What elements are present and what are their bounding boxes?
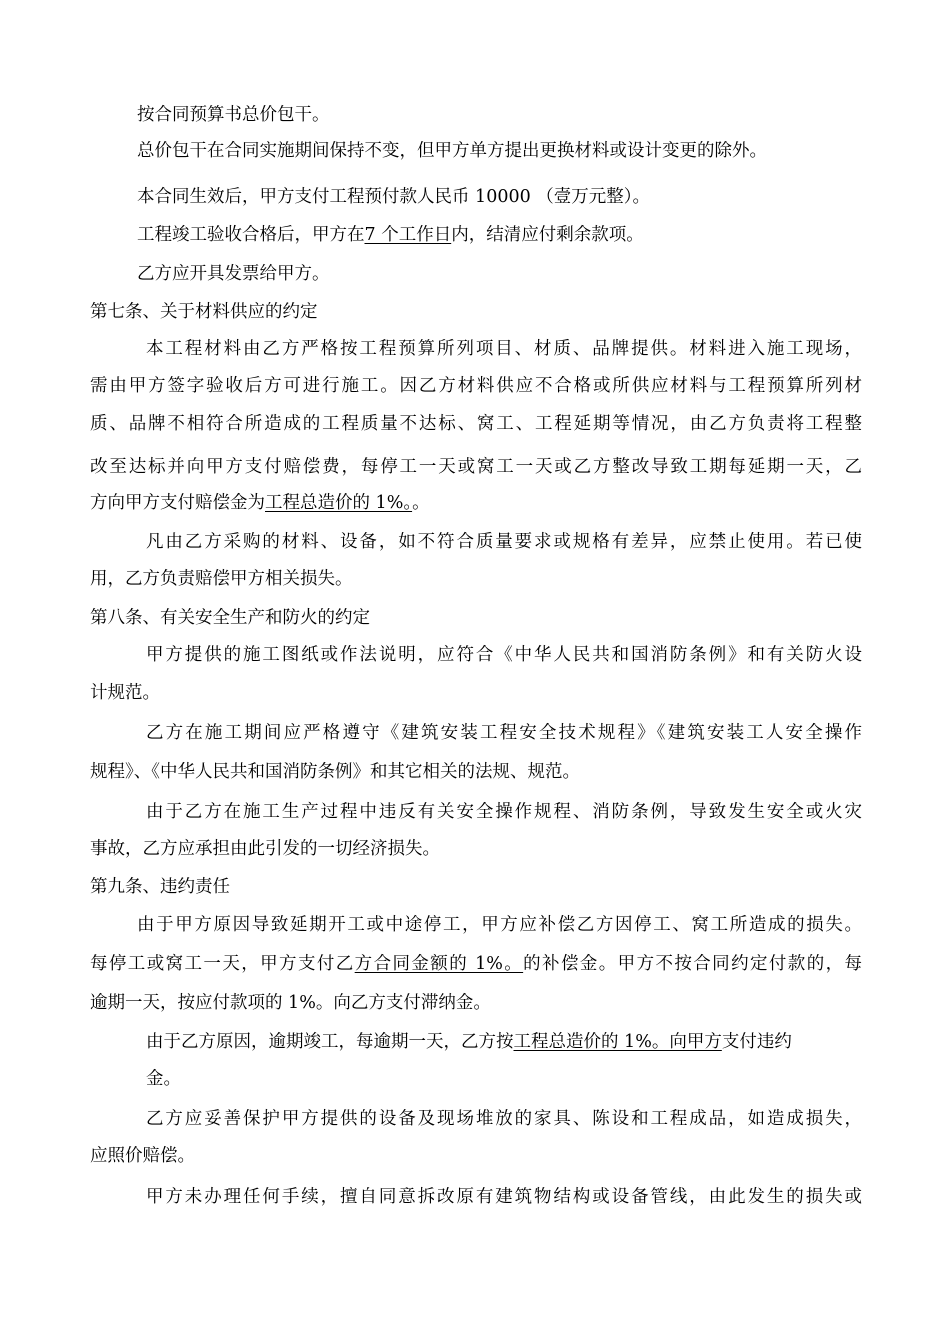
text-line [90,1144,195,1168]
text-line [137,223,644,247]
text-segment: 。 [412,493,430,513]
text-line [146,1030,792,1054]
text-segment: 甲方未办理任何手续，擅自同意拆改原有建筑物结构或设备管线，由此发生的损失或 [146,1187,862,1207]
text-line [90,374,862,398]
text-line [146,800,862,824]
text-segment: 工程竣工验收合格后，甲方在 [137,225,365,245]
underlined-text: 7 个工作日 [364,225,452,245]
text-segment: 质、品牌不相符合所造成的工程质量不达标、窝工、工程延期等情况，由乙方负责将工程整 [90,414,862,434]
section-heading [90,875,230,899]
text-segment: 本合同生效后，甲方支付工程预付款人民币 10000 （壹万元整）。 [137,187,651,207]
text-line [90,952,862,976]
text-segment: 甲方提供的施工图纸或作法说明，应符合《中华人民共和国消防条例》和有关防火设 [146,645,862,665]
text-line [146,530,862,554]
text-segment: 总价包干在合同实施期间保持不变，但甲方单方提出更换材料或设计变更的除外。 [137,141,767,161]
text-segment: 规程》、《中华人民共和国消防条例》和其它相关的法规、规范。 [90,762,580,782]
text-segment: 每停工或窝工一天，甲方支付乙 [90,954,355,974]
text-line [146,1185,862,1209]
text-line [137,139,767,163]
text-segment: 按合同预算书总价包干。 [137,105,330,125]
text-line [90,455,862,479]
section-heading [90,606,370,630]
text-segment: 乙方应妥善保护甲方提供的设备及现场堆放的家具、陈设和工程成品，如造成损失， [146,1109,862,1129]
text-segment: 乙方应开具发票给甲方。 [137,264,330,284]
text-line [146,643,862,667]
text-line [137,185,650,209]
text-segment: 改至达标并向甲方支付赔偿费，每停工一天或窝工一天或乙方整改导致工期每延期一天，乙 [90,457,862,477]
underlined-text: 工程总造价的 1%。向甲方 [513,1032,722,1052]
text-segment: 第八条、有关安全生产和防火的约定 [90,608,370,628]
text-segment: 支付违约 [721,1032,792,1052]
text-segment: 用，乙方负责赔偿甲方相关损失。 [90,569,353,589]
text-line [90,567,353,591]
text-line [146,1107,862,1131]
text-line [137,913,862,937]
text-line [137,103,330,127]
text-line [90,991,491,1015]
section-heading [90,300,318,324]
underlined-text: 工程总造价的 1%。 [265,493,413,513]
text-segment: 由于甲方原因导致延期开工或中途停工，甲方应补偿乙方因停工、窝工所造成的损失。 [137,915,862,935]
text-segment: 第九条、违约责任 [90,877,230,897]
text-line [90,491,430,515]
text-segment: 计规范。 [90,683,160,703]
text-segment: 应照价赔偿。 [90,1146,195,1166]
text-segment: 金。 [146,1069,181,1089]
text-segment: 由于乙方原因，逾期竣工，每逾期一天，乙方按 [146,1032,514,1052]
text-segment: 本工程材料由乙方严格按工程预算所列项目、材质、品牌提供。材料进入施工现场， [146,339,862,359]
text-line [90,760,580,784]
text-line [90,412,862,436]
text-segment: 事故，乙方应承担由此引发的一切经济损失。 [90,839,440,859]
text-segment: 内，结清应付剩余款项。 [451,225,644,245]
text-line [90,837,440,861]
text-line [137,262,330,286]
text-segment: 的补偿金。甲方不按合同约定付款的，每 [523,954,863,974]
text-segment: 需由甲方签字验收后方可进行施工。因乙方材料供应不合格或所供应材料与工程预算所列材 [90,376,862,396]
text-segment: 乙方在施工期间应严格遵守《建筑安装工程安全技术规程》《建筑安装工人安全操作 [146,723,862,743]
text-line [146,1067,181,1091]
text-segment: 逾期一天，按应付款项的 1%。向乙方支付滞纳金。 [90,993,491,1013]
text-line [146,721,862,745]
text-segment: 方向甲方支付赔偿金为 [90,493,265,513]
text-segment: 由于乙方在施工生产过程中违反有关安全操作规程、消防条例，导致发生安全或火灾 [146,802,862,822]
underlined-text: 方合同金额的 1%。 [354,954,524,974]
text-line [146,337,862,361]
text-line [90,681,160,705]
text-segment: 第七条、关于材料供应的约定 [90,302,318,322]
text-segment: 凡由乙方采购的材料、设备，如不符合质量要求或规格有差异，应禁止使用。若已使 [146,532,862,552]
